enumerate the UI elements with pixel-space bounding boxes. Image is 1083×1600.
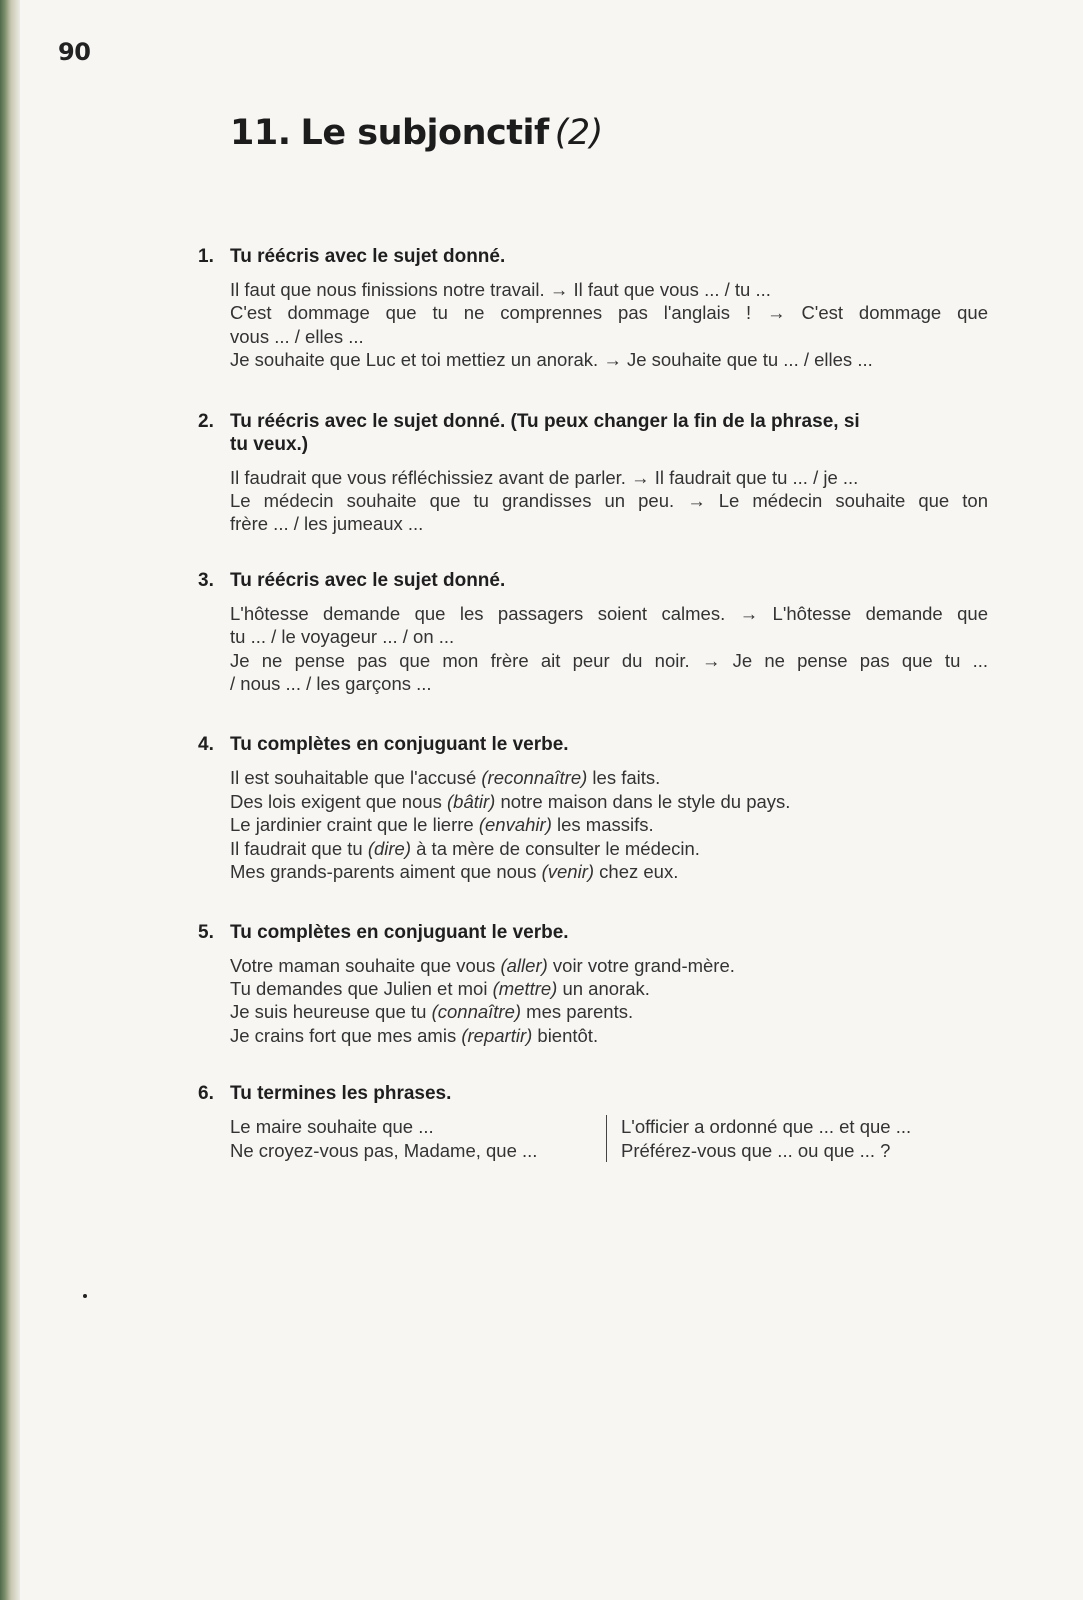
exercise-line: vous ... / elles ... [230, 325, 364, 347]
exercise-number: 3. [198, 569, 214, 591]
verb-prompt: (dire) [367, 837, 411, 859]
exercise-body [230, 766, 988, 883]
sentence-column-left [230, 1115, 607, 1162]
exercise-body [230, 602, 988, 696]
exercise-header [198, 733, 988, 756]
exercise-line: tu ... / le voyageur ... / on ... [230, 626, 455, 648]
verb-prompt: (repartir) [461, 1024, 533, 1046]
sentence-start: Mes grands-parents aiment que nous [230, 861, 542, 883]
exercise-line: Préférez-vous que ... ou que ... ? [621, 1139, 891, 1161]
exercise-item [230, 813, 988, 836]
verb-prompt: (reconnaître) [481, 767, 588, 789]
sentence-start: Tu demandes que Julien et moi [230, 977, 493, 999]
chapter-number: 11. [230, 113, 291, 153]
exercise-list [198, 245, 988, 1162]
verb-prompt: (venir) [541, 861, 595, 883]
exercise-4 [198, 733, 988, 883]
chapter-title-text: Le subjonctif [300, 113, 549, 153]
exercise-number: 1. [198, 246, 214, 267]
sentence-end: bientôt. [532, 1024, 599, 1046]
exercise-line: Je souhaite que Luc et toi mettiez un anorak. → Je souhaite que tu ... / elles ... [230, 349, 873, 371]
verb-prompt: (envahir) [478, 814, 552, 836]
exercise-body [230, 278, 988, 372]
exercise-header [198, 245, 988, 268]
exercise-instruction: Tu réécris avec le sujet donné. [230, 246, 506, 267]
sentence-end: un anorak. [557, 977, 650, 999]
exercise-number: 6. [198, 1083, 214, 1105]
exercise-number: 5. [198, 921, 214, 943]
chapter-title-part: (2) [554, 113, 603, 153]
exercise-item [230, 954, 988, 977]
exercise-body [230, 466, 988, 536]
sentence-start: Votre maman souhaite que vous [230, 954, 501, 976]
sentence-end: à ta mère de consulter le médecin. [410, 837, 700, 859]
sentence-end: les massifs. [551, 814, 654, 836]
exercise-line: L'hôtesse demande que les passagers soient calmes. → L'hôtesse demande que [230, 602, 988, 624]
book-spine-edge [0, 0, 20, 1600]
exercise-header [198, 921, 988, 944]
exercise-2 [198, 410, 988, 536]
exercise-3 [198, 569, 988, 696]
exercise-body [230, 954, 988, 1048]
sentence-start: Il est souhaitable que l'accusé [230, 767, 482, 789]
page-number: 90 [58, 38, 91, 66]
exercise-header [198, 410, 988, 456]
exercise-line: Il faudrait que vous réfléchissiez avant de parler. → Il faudrait que tu ... / je ... [230, 466, 859, 488]
exercise-header [198, 569, 988, 592]
exercise-5 [198, 921, 988, 1048]
exercise-header [198, 1082, 988, 1105]
verb-prompt: (connaître) [431, 1001, 522, 1023]
sentence-start: Le jardinier craint que le lierre [230, 814, 479, 836]
sentence-end: les faits. [587, 767, 661, 789]
exercise-number: 4. [198, 734, 214, 756]
exercise-line: Je ne pense pas que mon frère ait peur du noir. → Je ne pense pas que tu ... [230, 649, 988, 671]
exercise-line: Ne croyez-vous pas, Madame, que ... [230, 1139, 538, 1161]
exercise-instruction: Tu complètes en conjuguant le verbe. [230, 921, 569, 943]
exercise-instruction: Tu termines les phrases. [230, 1083, 452, 1105]
exercise-body [230, 1115, 988, 1162]
verb-prompt: (mettre) [492, 977, 558, 999]
exercise-item [230, 1024, 988, 1047]
exercise-6 [198, 1082, 988, 1162]
sentence-end: voir votre grand-mère. [547, 954, 735, 976]
chapter-title [230, 113, 603, 153]
exercise-line: C'est dommage que tu ne comprennes pas l'anglais ! → C'est dommage que [230, 302, 988, 324]
print-mark-dot [83, 1294, 87, 1298]
exercise-line: Le médecin souhaite que tu grandisses un peu. → Le médecin souhaite que ton [230, 490, 988, 512]
exercise-instruction [230, 410, 860, 456]
sentence-start: Des lois exigent que nous [230, 790, 447, 812]
exercise-item [230, 766, 988, 789]
exercise-line: / nous ... / les garçons ... [230, 673, 432, 695]
sentence-column-right [607, 1115, 911, 1162]
exercise-instruction: Tu complètes en conjuguant le verbe. [230, 734, 569, 756]
exercise-instruction: Tu réécris avec le sujet donné. [230, 569, 506, 591]
exercise-line: frère ... / les jumeaux ... [230, 513, 424, 535]
verb-prompt: (aller) [500, 954, 548, 976]
exercise-item [230, 837, 988, 860]
sentence-end: mes parents. [521, 1001, 634, 1023]
exercise-item [230, 790, 988, 813]
sentence-start: Il faudrait que tu [230, 837, 368, 859]
exercise-item [230, 860, 988, 883]
sentence-start: Je suis heureuse que tu [230, 1001, 432, 1023]
exercise-line: Le maire souhaite que ... [230, 1116, 434, 1138]
sentence-start: Je crains fort que mes amis [230, 1024, 462, 1046]
sentence-end: chez eux. [594, 861, 679, 883]
sentence-end: notre maison dans le style du pays. [495, 790, 791, 812]
exercise-item [230, 977, 988, 1000]
exercise-line: L'officier a ordonné que ... et que ... [621, 1116, 912, 1138]
verb-prompt: (bâtir) [447, 790, 496, 812]
exercise-number: 2. [198, 410, 214, 432]
exercise-instruction-line: Tu réécris avec le sujet donné. (Tu peux changer la fin de la phrase, si [230, 410, 860, 432]
exercise-1 [198, 245, 988, 372]
exercise-item [230, 1000, 988, 1023]
exercise-instruction-line: tu veux.) [230, 433, 309, 455]
exercise-line: Il faut que nous finissions notre travail. → Il faut que vous ... / tu ... [230, 279, 771, 300]
